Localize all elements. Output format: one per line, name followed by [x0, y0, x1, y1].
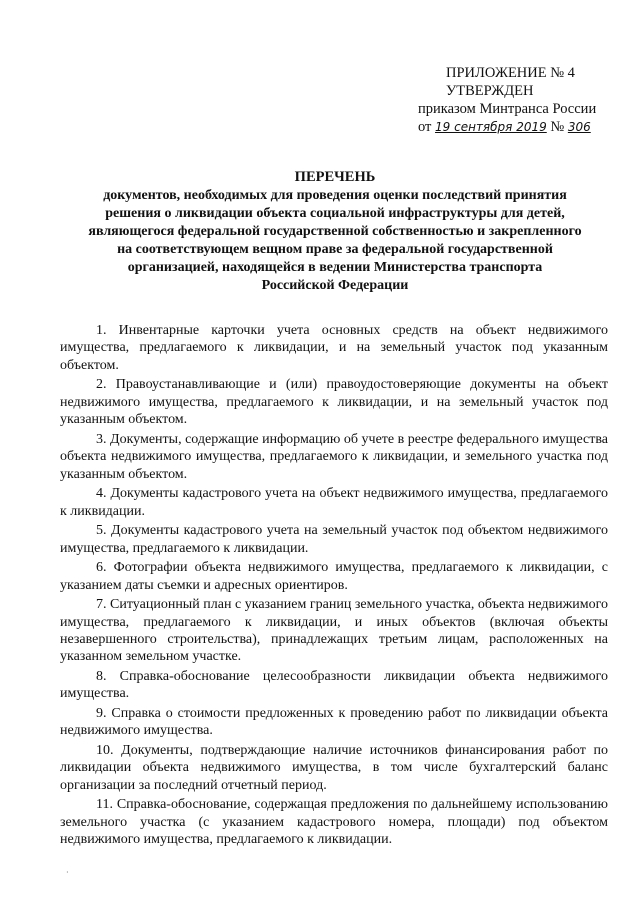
list-item: 3. Документы, содержащие информацию об учете в реестре федерального имущества объекта недвижимого имущества, предлагаемого к ликвидации, и земельного участка под указанным объектом. [60, 431, 608, 482]
list-item: 5. Документы кадастрового учета на земельный участок под объектом недвижимого имущества, предлагаемого к ликвидации. [60, 523, 608, 556]
scan-mark: · [66, 868, 69, 877]
title-line: Российской Федерации [261, 278, 409, 293]
title-line: документов, необходимых для проведения оценки последствий принятия [103, 188, 567, 203]
list-item: 4. Документы кадастрового учета на объект недвижимого имущества, предлагаемого к ликвидации. [60, 486, 608, 519]
date-prefix: от [418, 119, 432, 135]
list-item: 1. Инвентарные карточки учета основных средств на объект недвижимого имущества, предлагаемого к ликвидации, и на земельный участок под указанным объектом. [60, 323, 608, 373]
list-item: 6. Фотографии объекта недвижимого имущества, предлагаемого к ликвидации, с указанием даты съемки и адресных ориентиров. [60, 560, 608, 593]
approved-label: УТВЕРЖДЕН [446, 83, 534, 99]
title-heading: ПЕРЕЧЕНЬ [294, 169, 376, 185]
document-list [60, 322, 608, 851]
list-item: 7. Ситуационный план с указанием границ земельного участка, объекта недвижимого имущества, предлагаемого к ликвидации, и иных объектов (включая объекты незавершенного строительства), принадлежащих третьим лицам, расположенных на указанном земельном участке. [60, 597, 608, 665]
list-item: 10. Документы, подтверждающие наличие источников финансирования работ по ликвидации объекта недвижимого имущества, в том числе бухгалтерский баланс организации за последний отчетный период. [60, 743, 608, 793]
number-prefix: № [550, 119, 565, 135]
list-item: 9. Справка о стоимости предложенных к проведению работ по ликвидации объекта недвижимого имущества. [60, 706, 608, 739]
handwritten-date: 19 сентября 2019 [435, 120, 547, 134]
list-item: 11. Справка-обоснование, содержащая предложения по дальнейшему использованию земельного участка (с указанием кадастрового номера, площади) под объектом недвижимого имущества, предлагаемого к ликвидации. [60, 797, 608, 848]
list-item: 2. Правоустанавливающие и (или) правоудостоверяющие документы на объект недвижимого имущества, предлагаемого к ликвидации, и на земельный участок под указанным объектом. [60, 377, 608, 428]
order-line: приказом Минтранса России [418, 101, 597, 117]
appendix-label: ПРИЛОЖЕНИЕ № 4 [446, 65, 575, 81]
list-item: 8. Справка-обоснование целесообразности ликвидации объекта недвижимого имущества. [60, 669, 608, 702]
handwritten-number: 306 [567, 120, 591, 134]
order-date-line [418, 118, 618, 136]
title-line: решения о ликвидации объекта социальной инфраструктуры для детей, [105, 206, 565, 221]
title-line: организацией, находящейся в ведении Министерства транспорта [127, 260, 543, 275]
approval-header [418, 64, 618, 136]
document-title [60, 168, 610, 295]
title-line: являющегося федеральной государственной собственностью и закрепленного [88, 224, 582, 239]
title-line: на соответствующем вещном праве за федеральной государственной [117, 242, 553, 257]
